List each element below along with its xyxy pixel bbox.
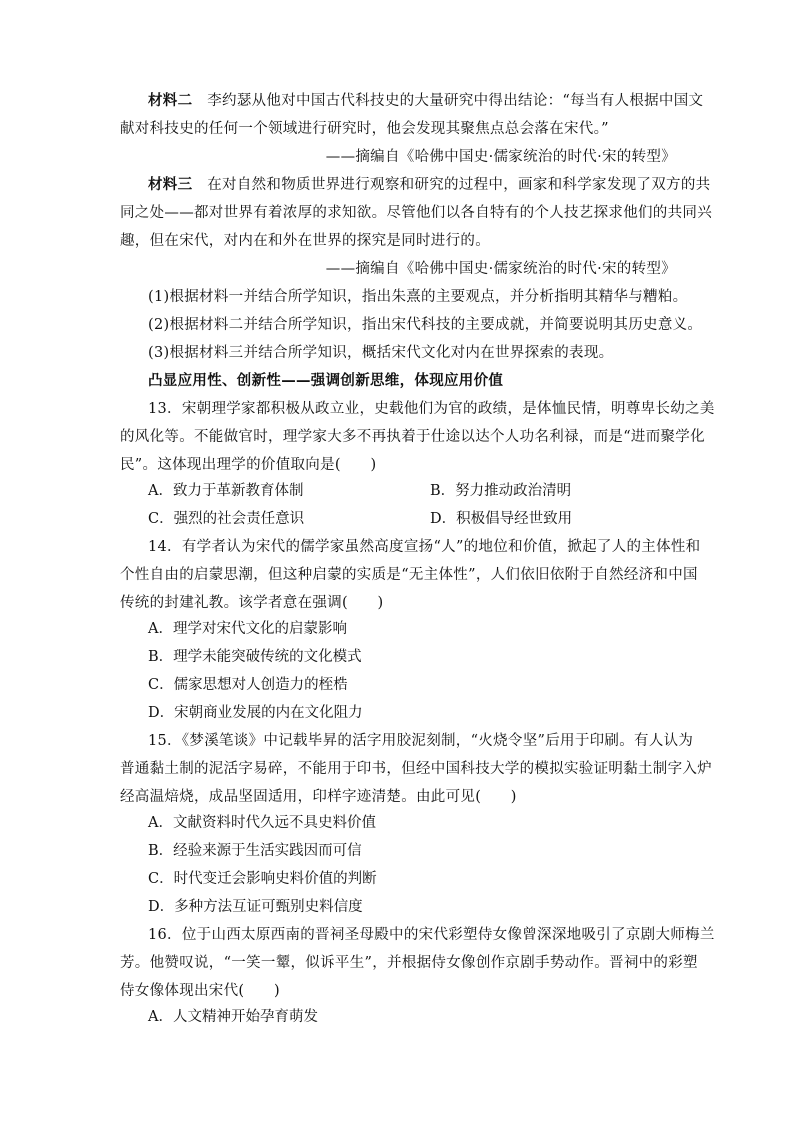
q14-option-d: D．宋朝商业发展的内在文化阻力: [148, 705, 363, 721]
material2-line1: [148, 88, 704, 114]
q15-option-a: A．文献资料时代久远不具史料价值: [148, 815, 376, 831]
q14-line1: 14．有学者认为宋代的儒学家虽然高度宣扬“人”的地位和价值，掀起了人的主体性和: [148, 539, 701, 555]
q15-option-d: D．多种方法互证可甄别史料信度: [148, 899, 363, 915]
q14-option-b: B．理学未能突破传统的文化模式: [148, 649, 362, 665]
subquestion-2: (2)根据材料二并结合所学知识，指出宋代科技的主要成就，并简要说明其历史意义。: [148, 317, 703, 333]
q14-line3: 传统的封建礼教。该学者意在强调( ): [120, 595, 384, 611]
q16-option-a: A．人文精神开始孕育萌发: [148, 1009, 318, 1025]
section-title: 凸显应用性、创新性——强调创新思维，体现应用价值: [148, 373, 504, 389]
q15-line1: 15．《梦溪笔谈》中记载毕昇的活字用胶泥刻制，“火烧令坚”后用于印刷。有人认为: [148, 733, 694, 749]
material3-line2: 同之处——都对世界有着浓厚的求知欲。尽管他们以各自特有的个人技艺探求他们的共同兴: [120, 205, 712, 221]
q14-option-a: A．理学对宋代文化的启蒙影响: [148, 621, 347, 637]
q14-option-c: C．儒家思想对人创造力的桎梏: [148, 677, 348, 693]
q15-option-b: B．经验来源于生活实践因而可信: [148, 843, 362, 859]
material2-label: 材料二: [148, 93, 193, 109]
q16-line2: 芳。他赞叹说，“一笑一颦，似诉平生”，并根据侍女像创作京剧手势动作。晋祠中的彩塑: [120, 955, 698, 971]
material2-source: ——摘编自《哈佛中国史·儒家统治的时代·宋的转型》: [325, 149, 676, 165]
material3-text1: 在对自然和物质世界进行观察和研究的过程中，画家和科学家发现了双方的共: [207, 177, 711, 193]
q13-option-c: C．强烈的社会责任意识: [148, 511, 305, 527]
q13-line2: 的风化等。不能做官时，理学家大多不再执着于仕途以达个人功名利禄，而是“进而聚学化: [120, 429, 705, 445]
q15-line2: 普通黏土制的泥活字易碎，不能用于印书，但经中国科技大学的模拟实验证明黏土制字入炉: [120, 761, 712, 777]
q16-line3: 侍女像体现出宋代( ): [120, 983, 280, 999]
q13-option-d: D．积极倡导经世致用: [430, 511, 573, 527]
q13-line1: 13．宋朝理学家都积极从政立业，史载他们为官的政绩，是体恤民情，明尊卑长幼之美: [148, 401, 715, 417]
material2-text1: 李约瑟从他对中国古代科技史的大量研究中得出结论：“每当有人根据中国文: [207, 93, 704, 109]
q15-option-c: C．时代变迁会影响史料价值的判断: [148, 871, 377, 887]
material3-line3: 趣，但在宋代，对内在和外在世界的探究是同时进行的。: [120, 233, 490, 249]
material2-line2: 献对科技史的任何一个领域进行研究时，他会发现其聚焦点总会落在宋代。”: [120, 121, 609, 137]
q13-line3: 民”。这体现出理学的价值取向是( ): [120, 457, 377, 473]
q13-option-a: A．致力于革新教育体制: [148, 483, 304, 499]
subquestion-3: (3)根据材料三并结合所学知识，概括宋代文化对内在世界探索的表现。: [148, 345, 614, 361]
subquestion-1: (1)根据材料一并结合所学知识，指出朱熹的主要观点，并分析指明其精华与糟粕。: [148, 289, 688, 305]
q13-option-b: B．努力推动政治清明: [430, 483, 572, 499]
material3-line1: [148, 172, 711, 198]
q15-line3: 经高温焙烧，成品坚固适用，印样字迹清楚。由此可见( ): [120, 789, 517, 805]
material3-label: 材料三: [148, 177, 193, 193]
q14-line2: 个性自由的启蒙思潮，但这种启蒙的实质是“无主体性”，人们依旧依附于自然经济和中国: [120, 567, 698, 583]
q16-line1: 16．位于山西太原西南的晋祠圣母殿中的宋代彩塑侍女像曾深深地吸引了京剧大师梅兰: [148, 927, 715, 943]
material3-source: ——摘编自《哈佛中国史·儒家统治的时代·宋的转型》: [325, 261, 676, 277]
